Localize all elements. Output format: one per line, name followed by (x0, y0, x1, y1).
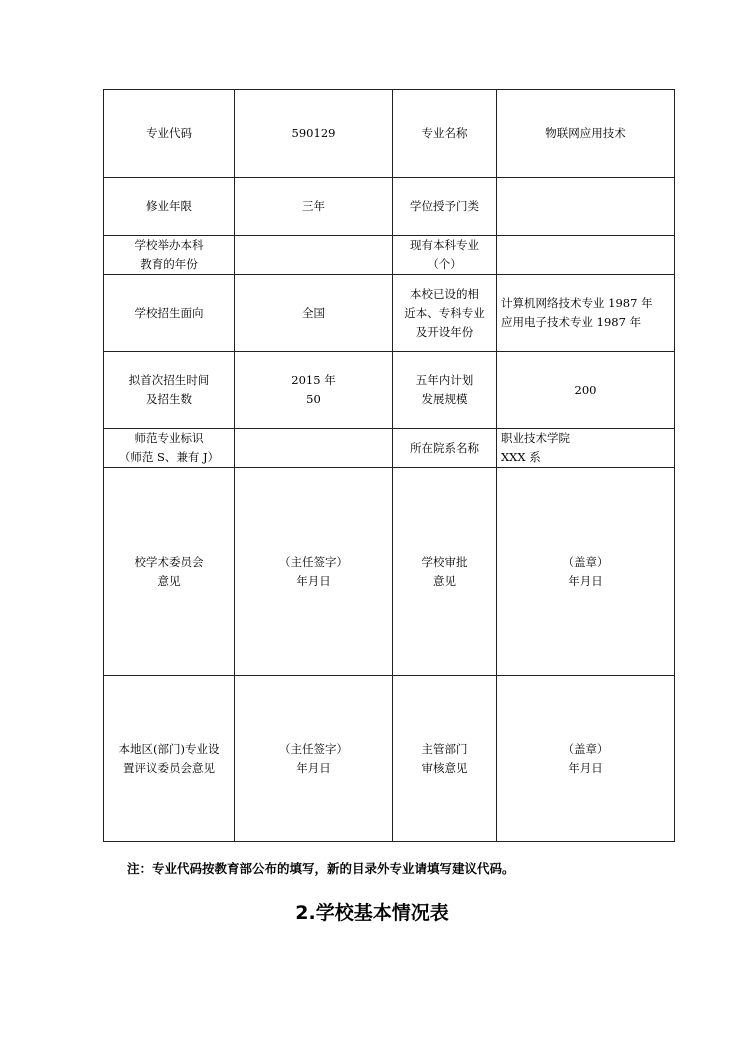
major-name-label: 专业名称 (393, 90, 497, 178)
major-name-value: 物联网应用技术 (497, 90, 675, 178)
label-line: 本校已设的相 (410, 286, 479, 301)
regional-committee-signature (235, 676, 393, 842)
table-row (104, 352, 675, 429)
label-line: 师范专业标识 (134, 431, 204, 445)
normal-major-flag-label (104, 429, 235, 468)
value-line: 年月日 (568, 760, 603, 775)
label-line: 现有本科专业 (410, 238, 479, 252)
value-line: （主任签字） (279, 741, 348, 756)
enrollment-scope-value: 全国 (235, 275, 393, 352)
value-line: 50 (306, 392, 321, 406)
table-row (104, 468, 675, 676)
enrollment-scope-label: 学校招生面向 (104, 275, 235, 352)
school-approval-label (393, 468, 497, 676)
major-code-value: 590129 (235, 90, 393, 178)
five-year-plan-label (393, 352, 497, 429)
value-line: 计算机网络技术专业 1987 年 (501, 296, 653, 310)
table-row (104, 178, 675, 236)
undergrad-start-year-label (104, 236, 235, 275)
value-line: XXX 系 (501, 450, 541, 464)
label-line: 教育的年份 (140, 257, 198, 271)
undergrad-start-year-value (235, 236, 393, 275)
study-length-label: 修业年限 (104, 178, 235, 236)
value-line: 年月日 (296, 760, 331, 775)
label-line: 本地区(部门)专业设 (118, 741, 220, 756)
first-enrollment-value (235, 352, 393, 429)
related-majors-label (393, 275, 497, 352)
label-line: 近本、专科专业 (404, 305, 485, 320)
table-row (104, 275, 675, 352)
major-application-form (103, 89, 675, 842)
value-line: 2015 年 (291, 373, 336, 387)
authority-review-seal (497, 676, 675, 842)
regional-committee-label (104, 676, 235, 842)
label-line: 置评议委员会意见 (123, 760, 215, 775)
label-line: 拟首次招生时间 (128, 373, 210, 387)
label-line: 及招生数 (146, 392, 192, 406)
label-line: 审核意见 (421, 760, 468, 775)
degree-category-value (497, 178, 675, 236)
section-heading: 2.学校基本情况表 (295, 902, 449, 924)
label-line: 五年内计划 (415, 373, 474, 387)
major-code-label: 专业代码 (104, 90, 235, 178)
table-row (104, 429, 675, 468)
first-enrollment-label (104, 352, 235, 429)
value-line: （主任签字） (279, 554, 348, 569)
related-majors-value (497, 275, 675, 352)
table-row (104, 90, 675, 178)
label-line: 主管部门 (421, 741, 468, 756)
table-row (104, 676, 675, 842)
label-line: 学校审批 (421, 554, 468, 569)
label-line: 校学术委员会 (134, 554, 204, 569)
label-line: 意见 (157, 573, 181, 588)
study-length-value: 三年 (235, 178, 393, 236)
value-line: 年月日 (568, 573, 603, 588)
authority-review-label (393, 676, 497, 842)
value-line: 年月日 (296, 573, 331, 588)
value-line: 应用电子技术专业 1987 年 (501, 315, 642, 329)
label-line: 学校举办本科 (134, 238, 204, 252)
footnote: 注：专业代码按教育部公布的填写，新的目录外专业请填写建议代码。 (127, 861, 515, 876)
academic-committee-signature (235, 468, 393, 676)
department-name-label: 所在院系名称 (393, 429, 497, 468)
label-line: （个） (427, 257, 462, 271)
value-line: （盖章） (562, 741, 609, 756)
value-line: 职业技术学院 (501, 431, 570, 445)
existing-majors-label (393, 236, 497, 275)
label-line: （师范 S、兼有 J） (118, 450, 220, 464)
label-line: 及开设年份 (415, 324, 474, 339)
degree-category-label: 学位授予门类 (393, 178, 497, 236)
academic-committee-label (104, 468, 235, 676)
department-name-value (497, 429, 675, 468)
label-line: 发展规模 (421, 392, 468, 406)
normal-major-flag-value (235, 429, 393, 468)
five-year-plan-value: 200 (497, 352, 675, 429)
table-row (104, 236, 675, 275)
value-line: （盖章） (562, 554, 609, 569)
existing-majors-value (497, 236, 675, 275)
label-line: 意见 (433, 573, 456, 588)
school-approval-seal (497, 468, 675, 676)
